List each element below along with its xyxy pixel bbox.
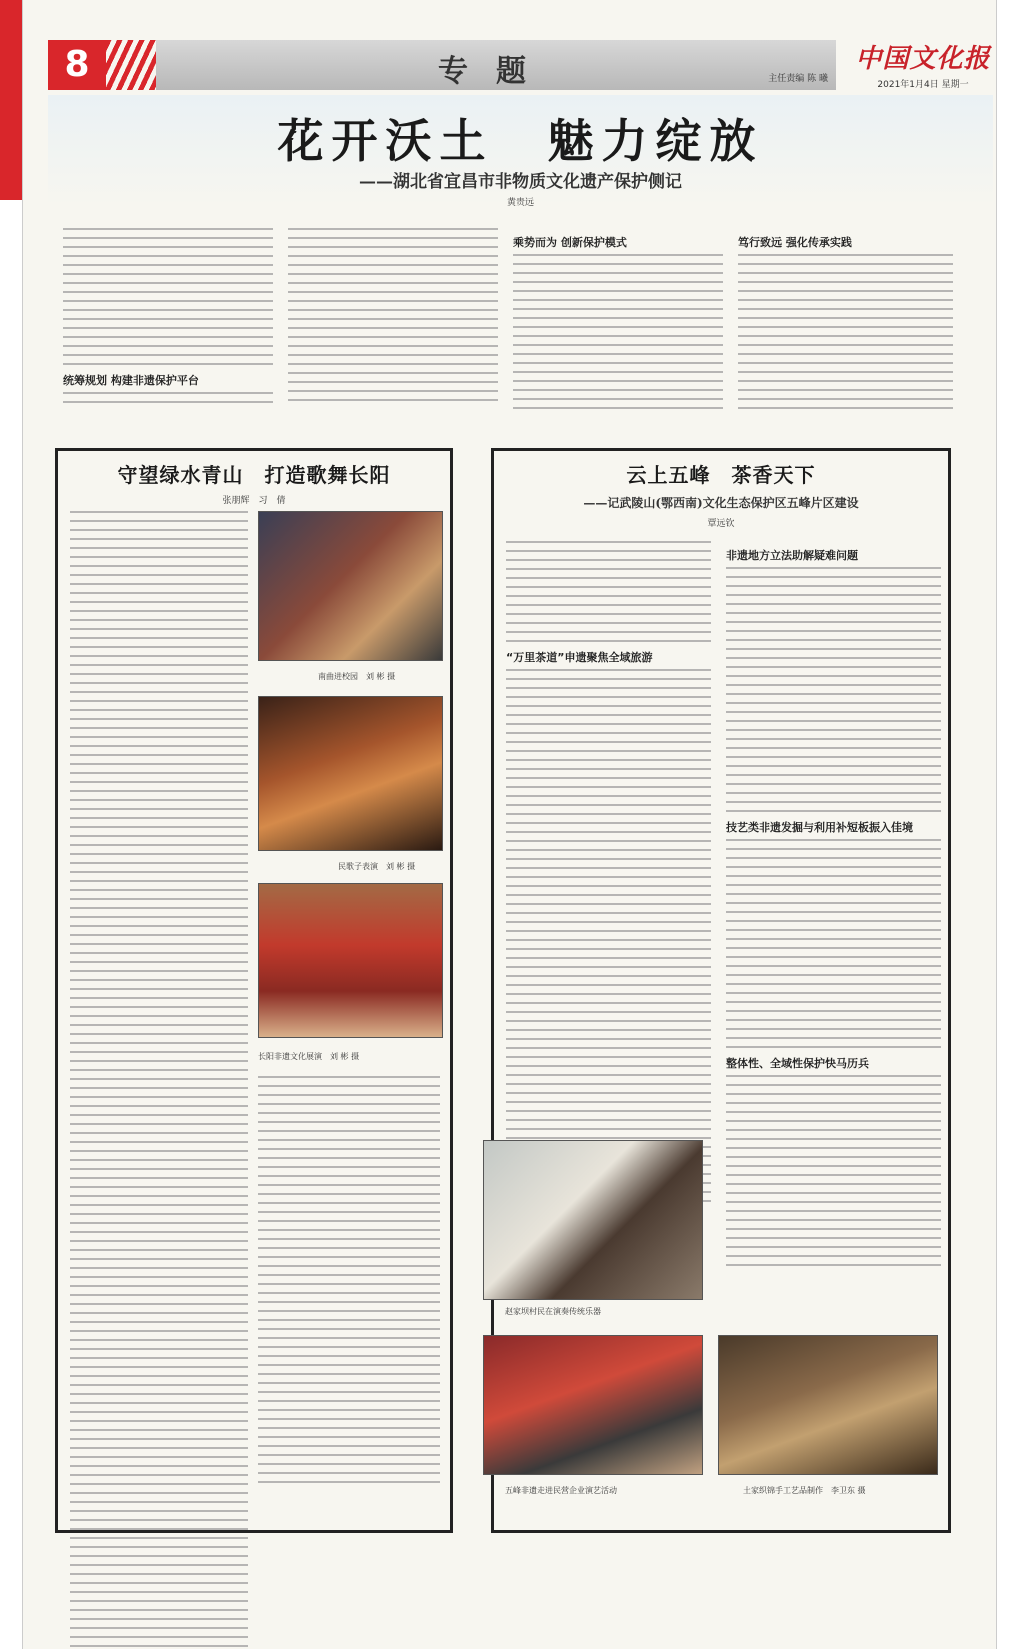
right-text-column-1 xyxy=(506,541,711,1209)
right-article-author: 覃远钦 xyxy=(707,519,735,529)
masthead-bar xyxy=(156,40,836,90)
intro-column-4 xyxy=(738,228,953,428)
issue-date: 2021年1月4日 星期一 xyxy=(877,80,969,90)
photo-elder-musician xyxy=(483,1140,703,1300)
photo-caption: 长阳非遗文化展演 刘 彬 摄 xyxy=(258,1052,360,1061)
section-heading: 整体性、全域性保护快马历兵 xyxy=(726,1057,869,1070)
main-title: 花开沃土 魅力绽放 xyxy=(277,114,764,168)
column-name: 专题 xyxy=(438,54,554,89)
photo-folk-singers xyxy=(258,696,443,851)
photo-stage-show xyxy=(258,883,443,1038)
section-heading: 统筹规划 构建非遗保护平台 xyxy=(63,374,199,387)
intro-column-2 xyxy=(288,228,498,428)
section-heading: 笃行致远 强化传承实践 xyxy=(738,236,852,249)
intro-column-1 xyxy=(63,228,273,428)
intro-column-3 xyxy=(513,228,723,428)
red-page-edge xyxy=(0,0,22,200)
right-article-title: 云上五峰 茶香天下 xyxy=(626,463,816,487)
photo-caption: 五峰非遗走进民营企业演艺活动 xyxy=(505,1486,617,1495)
section-heading: “万里茶道”申遗聚焦全域旅游 xyxy=(506,651,653,664)
page-number: 8 xyxy=(48,40,106,90)
headline-band xyxy=(48,95,993,208)
photo-caption: 民歌子表演 刘 彬 摄 xyxy=(338,862,416,871)
section-heading: 乘势而为 创新保护模式 xyxy=(513,236,627,249)
left-article-title: 守望绿水青山 打造歌舞长阳 xyxy=(117,463,391,487)
section-heading: 技艺类非遗发掘与利用补短板振入佳境 xyxy=(726,821,913,834)
right-text-column-2 xyxy=(726,541,941,1273)
section-heading: 非遗地方立法助解疑难问题 xyxy=(726,549,858,562)
right-article-subtitle: ——记武陵山(鄂西南)文化生态保护区五峰片区建设 xyxy=(583,496,859,510)
left-text-column xyxy=(70,511,248,1649)
editor-credit: 主任责编 陈 曦 xyxy=(768,74,828,84)
newspaper-logo xyxy=(853,38,993,92)
main-subtitle: ——湖北省宜昌市非物质文化遗产保护侧记 xyxy=(359,172,682,192)
photo-group-event xyxy=(483,1335,703,1475)
newspaper-page xyxy=(22,0,997,1649)
text-lines xyxy=(63,228,273,365)
masthead xyxy=(48,40,993,92)
photo-caption: 土家织锦手工艺品制作 李卫东 摄 xyxy=(743,1486,866,1495)
decorative-stripes xyxy=(106,40,156,90)
left-text-column-2 xyxy=(258,1076,440,1490)
left-article-author: 张朋辉 习 倩 xyxy=(222,496,286,506)
photo-children-performance xyxy=(258,511,443,661)
left-article-box xyxy=(55,448,453,1533)
photo-weaver xyxy=(718,1335,938,1475)
photo-caption: 赵家坝村民在演奏传统乐器 xyxy=(505,1307,601,1316)
main-author: 黄贵远 xyxy=(506,198,534,208)
logo-text: 中国文化报 xyxy=(855,44,991,74)
photo-caption: 南曲进校园 刘 彬 摄 xyxy=(318,672,396,681)
